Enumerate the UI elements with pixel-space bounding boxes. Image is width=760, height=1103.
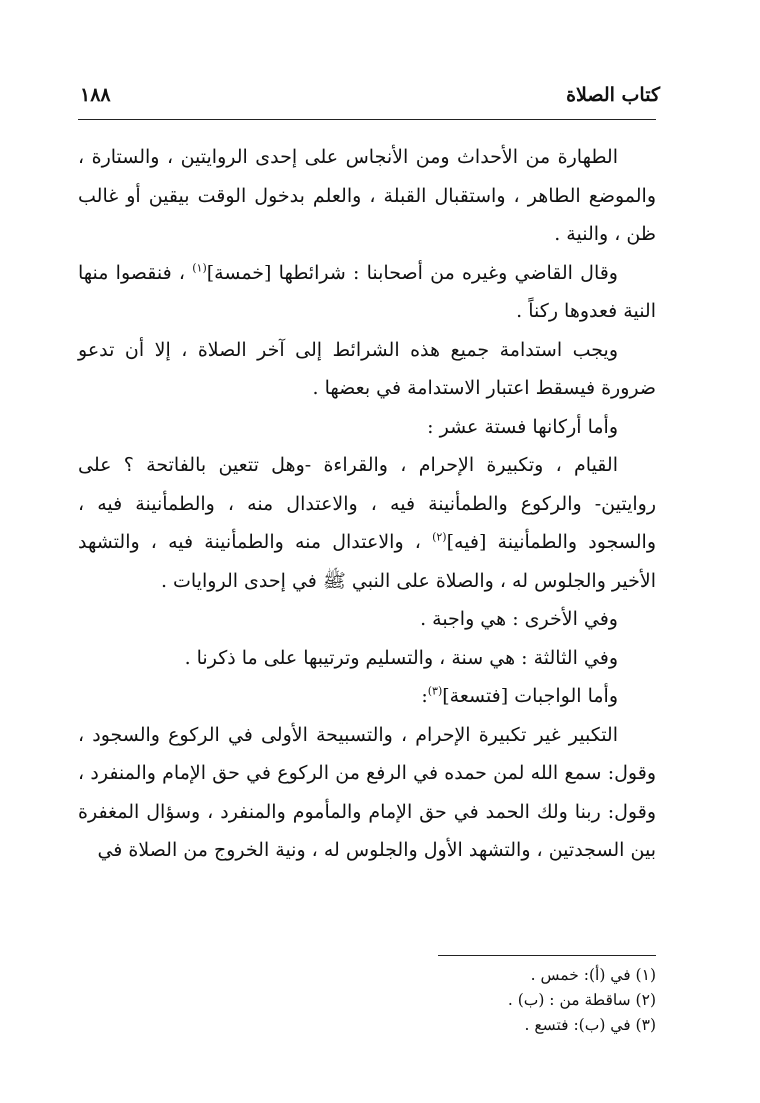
paragraph: [78, 677, 656, 716]
footnote-ref: (٢): [432, 530, 447, 544]
paragraph-text: وأما الواجبات [فتسعة]: [442, 685, 618, 707]
paragraph: الطهارة من الأحداث ومن الأنجاس على إحدى الروايتين ، والستارة ، والموضع الطاهر ، واستقبال القبلة ، والعلم بدخول الوقت بيقين أو غالب ظن ، والنية .: [78, 146, 656, 245]
paragraph-text: ، فنقصوا منها النية فعدوها ركناً .: [78, 261, 656, 322]
running-header: [80, 78, 660, 114]
paragraph-text: :: [421, 685, 428, 707]
paragraph: [78, 446, 656, 600]
footnote: (٢) ساقطة من : (ب) .: [507, 991, 656, 1009]
paragraph-text: القيام ، وتكبيرة الإحرام ، والقراءة -وهل تتعين بالفاتحة ؟ على روايتين- والركوع والطمأنينة فيه ، والاعتدال منه ، والطمأنينة فيه ، والسجود والطمأنينة [فيه]: [78, 454, 656, 553]
paragraph: وفي الأخرى : هي واجبة .: [420, 608, 618, 630]
footnote: (٣) في (ب): فتسع .: [524, 1016, 656, 1034]
footnote-ref: (١): [192, 261, 207, 275]
footnotes: [80, 963, 656, 1038]
paragraph: وفي الثالثة : هي سنة ، والتسليم وترتيبها على ما ذكرنا .: [184, 646, 618, 669]
page-number: ١٨٨: [80, 84, 111, 106]
paragraph-text: وقال القاضي وغيره من أصحابنا : شرائطها [خمسة]: [206, 261, 618, 284]
paragraph: التكبير غير تكبيرة الإحرام ، والتسبيحة الأولى في الركوع والسجود ، وقول: سمع الله لمن حمده في الرفع من الركوع في حق الإمام والمنفرد ، وقول: ربنا ولك الحمد في حق الإمام والمأموم والمنفرد ، وسؤال المغفرة بين السجدتين ، والتشهد الأول والجلوس له ، ونية الخروج من الصلاة في: [78, 723, 656, 861]
main-text: [78, 138, 656, 870]
paragraph: [78, 254, 656, 331]
paragraph-text: ، والاعتدال منه والطمأنينة فيه ، والتشهد الأخير والجلوس له ، والصلاة على النبي ﷺ في إحدى الروايات .: [78, 531, 656, 592]
footnote-divider: [438, 955, 656, 956]
chapter-title: كتاب الصلاة: [566, 84, 660, 106]
footnote-ref: (٣): [427, 684, 443, 698]
footnote: (١) في (أ): خمس .: [530, 966, 656, 984]
paragraph: وأما أركانها فستة عشر :: [427, 415, 618, 438]
header-divider: [78, 119, 656, 120]
paragraph: ويجب استدامة جميع هذه الشرائط إلى آخر الصلاة ، إلا أن تدعو ضرورة فيسقط اعتبار الاستدامة في بعضها .: [78, 338, 656, 399]
